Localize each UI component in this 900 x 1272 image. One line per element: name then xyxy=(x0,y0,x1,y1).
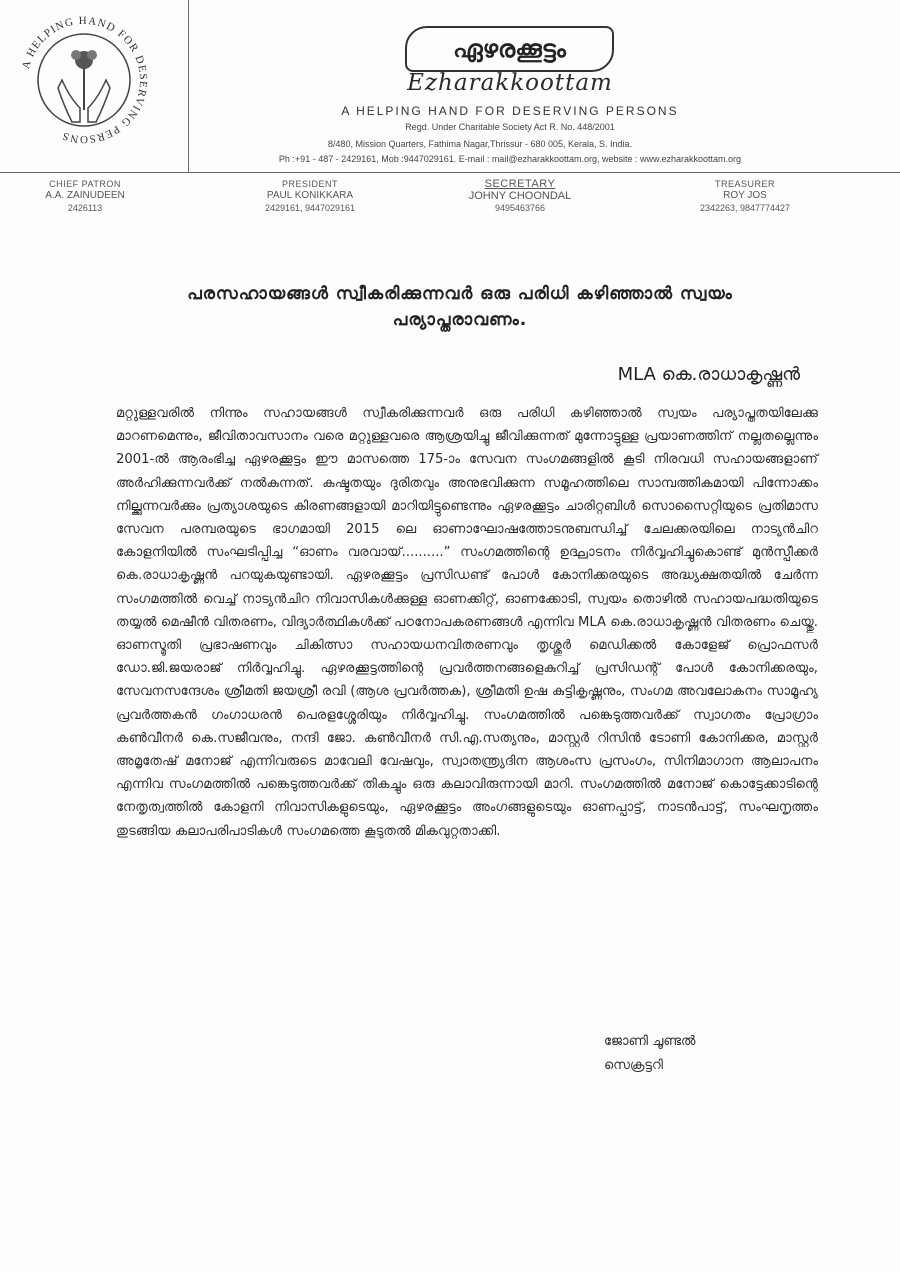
signatory-title: സെക്രട്ടറി xyxy=(604,1058,663,1073)
letterhead xyxy=(0,0,900,175)
society-logo-icon xyxy=(14,10,154,150)
brand-name-native: ഏഴരക്കൂട്ടം xyxy=(453,35,566,63)
address-line: 8/480, Mission Quarters, Fathima Nagar,Thrissur - 680 005, Kerala, S. India. xyxy=(327,139,633,149)
header-divider-horizontal xyxy=(0,172,900,173)
header-divider-vertical xyxy=(188,0,189,172)
officer-president: PRESIDENT PAUL KONIKKARA 2429161, 9447029161 xyxy=(264,179,356,213)
tagline: A HELPING HAND FOR DESERVING PERSONS xyxy=(341,104,679,118)
contact-line: Ph :+91 - 487 - 2429161, Mob :9447029161. E-mail : mail@ezharakkoottam.org, website : www.ezharakkoottam.org xyxy=(278,154,742,164)
officer-secretary: SECRETARY JOHNY CHOONDAL 9495463766 xyxy=(468,178,572,213)
letter-body: മറ്റുള്ളവരിൽ നിന്നും സഹായങ്ങൾ സ്വീകരിക്കുന്നവർ ഒരു പരിധി കഴിഞ്ഞാൽ സ്വയം പര്യാപ്തതയിലേക്കു മാറണമെന്നും, ജീവിതാവസാനം വരെ മറ്റുള്ളവരെ ആശ്രയിച്ചു ജീവിക്കുന്നത് മുന്നോട്ടുള്ള പ്രയാണത്തിന് നല്ലതല്ലെന്നും 2001-ൽ ആരംഭിച്ച ഏഴരക്കൂട്ടം ഈ മാസത്തെ 175-ാം സേവന സംഗമങ്ങളിൽ കൂടി നിരവധി സഹായങ്ങളാണ് അർഹിക്കുന്നവർക്ക് നൽകുന്നത്. കഷ്ടതയും ദുരിതവും അനുഭവിക്കുന്ന സമൂഹത്തിലെ സാമ്പത്തികമായി പിന്നോക്കം നില്ക്കുന്നവർക്കും പ്രത്യാശയുടെ കിരണങ്ങളായി മാറിയിട്ടുണ്ടെന്നും ഏഴരക്കൂട്ടം ചാരിറ്റബിൾ സൊസൈറ്റിയുടെ പ്രതിമാസ സേവന പരമ്പരയുടെ ഭാഗമായി 2015 ലെ ഓണാഘോഷത്തോടനുബന്ധിച്ച് ചേലക്കരയിലെ നാട്യൻചിറ കോളനിയിൽ സംഘടിപ്പിച്ച “ഓണം വരവായ്..........” സംഗമത്തിന്റെ ഉദ്ഘാടനം നിർവ്വഹിച്ചുകൊണ്ട് മുൻസ്പീക്കർ കെ.രാധാകൃഷ്ണൻ പറയുകയുണ്ടായി. ഏഴരക്കൂട്ടം പ്രസിഡണ്ട് പോൾ കോനിക്കരയുടെ അദ്ധ്യക്ഷതയിൽ ചേർന്ന സംഗമത്തിൽ വെച്ച് നാട്യൻചിറ നിവാസികൾക്കുള്ള ഓണക്കിറ്റ്, ഓണക്കോടി, സ്വയം തൊഴിൽ സഹായപദ്ധതിയുടെ തയ്യൽ മെഷീൻ വിതരണം, വിദ്യാർത്ഥികൾക്ക് പഠനോപകരണങ്ങൾ എന്നിവ MLA കെ.രാധാകൃഷ്ണൻ വിതരണം ചെയ്തു. ഓണസ്മൃതി പ്രഭാഷണവും ചികിത്സാ സഹായധനവിതരണവും തൃശ്ശൂർ മെഡിക്കൽ കോളേജ് പ്രൊഫസർ ഡോ.ജി.ജയരാജ് നിർവ്വഹിച്ചു. ഏഴരക്കൂട്ടത്തിന്റെ പ്രവർത്തനങ്ങളെകുറിച്ച് പ്രസിഡന്റ് പോൾ കോനിക്കരയും, സേവനസന്ദേശം ശ്രീമതി ജയശ്രീ രവി (ആശ പ്രവർത്തക), ശ്രീമതി ഉഷ കുട്ടികൃഷ്ണനും, സംഗമ അവലോകനം സാമൂഹ്യ പ്രവർത്തകൻ ഗംഗാധരൻ പെരളശ്ശേരിയും നിർവ്വഹിച്ചു. സംഗമത്തിൽ പങ്കെടുത്തവർക്ക് സ്വാഗതം പ്രോഗ്രാം കൺവീനർ കെ.സജീവനും, നന്ദി ജോ. കൺവീനർ സി.എ.സത്യനും, മാസ്റ്റർ റിസിൻ ടോണി കോനിക്കര, മാസ്റ്റർ അമൃതേഷ് മനോജ് എന്നിവരുടെ മാവേലി വേഷവും, സ്വാതന്ത്ര്യദിന ആശംസ പ്രസംഗം, സിനിമാഗാന ആലാപനം എന്നിവ സംഗമത്തിൽ പങ്കെടുത്തവർക്ക് തികച്ചും ഒരു കലാവിരുന്നായി മാറി. സംഗമത്തിൽ മനോജ് കൊട്ടേക്കാടിന്റെ നേതൃത്വത്തിൽ കോളനി നിവാസികളുടെയും, ഏഴരക്കൂട്ടം അംഗങ്ങളുടെയും ഓണപ്പാട്ട്, നാടൻപാട്ട്, സംഘനൃത്തം തുടങ്ങിയ കലാപരിപാടികൾ സംഗമത്തെ കൂടുതൽ മികവുറ്റതാക്കി. xyxy=(116,406,818,839)
officer-treasurer: TREASURER ROY JOS 2342263, 9847774427 xyxy=(699,179,791,213)
brand-logotype xyxy=(405,26,614,72)
registration-line: Regd. Under Charitable Society Act R. No. 448/2001 xyxy=(405,122,615,132)
author-byline: MLA കെ.രാധാകൃഷ്ണൻ xyxy=(617,364,800,385)
officer-chief-patron: CHIEF PATRON A.A. ZAINUDEEN 2426113 xyxy=(45,179,125,213)
headline-line-2: പര്യാപ്തരാവണം. xyxy=(392,310,528,330)
signatory-name: ജോണി ചൂണ്ടൽ xyxy=(604,1034,696,1049)
brand-name-latin: Ezharakkoottam xyxy=(407,70,613,96)
headline-line-1: പരസഹായങ്ങൾ സ്വീകരിക്കുന്നവർ ഒരു പരിധി കഴിഞ്ഞാൽ സ്വയം xyxy=(187,284,733,304)
logo-ring-text: A HELPING HAND FOR DESERVING PERSONS xyxy=(20,14,150,146)
